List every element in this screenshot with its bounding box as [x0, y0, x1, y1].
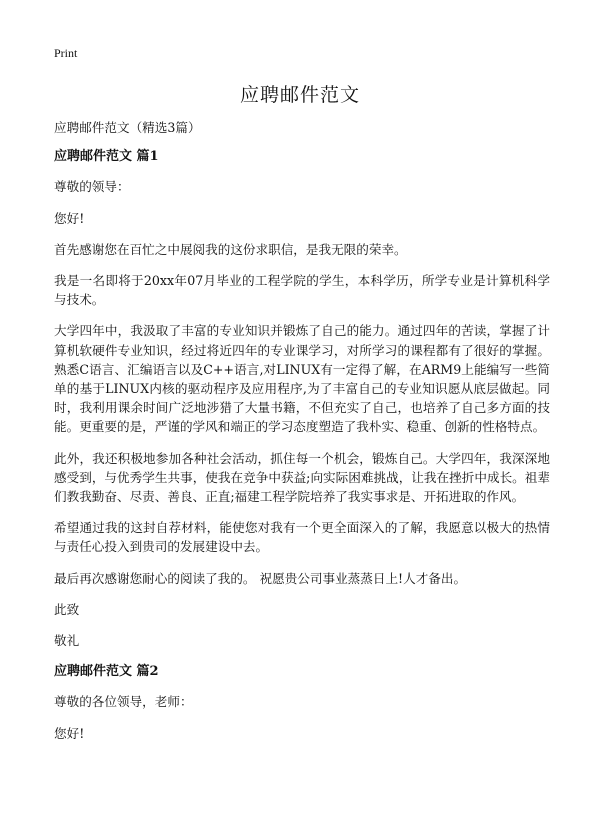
salutation: 尊敬的各位领导，老师：: [54, 694, 193, 710]
paragraph: 希望通过我的这封自荐材料，能使您对我有一个更全面深入的了解，我愿意以极大的热情与责任心投入到贵司的发展建设中去。: [54, 520, 550, 555]
paragraph: 此外，我还积极地参加各种社会活动，抓住每一个机会，锻炼自己。大学四年，我深深地感受到，与优秀学生共事，使我在竞争中获益;向实际困难挑战，让我在挫折中成长。祖辈们教我勤奋、尽责、善良、正直;福建工程学院培养了我实事求是、开拓进取的作风。: [54, 450, 550, 505]
paragraph: 首先感谢您在百忙之中展阅我的这份求职信，是我无限的荣幸。: [54, 241, 407, 257]
section-heading-1: 应聘邮件范文 篇1: [54, 149, 159, 165]
salutation: 尊敬的领导：: [54, 179, 130, 195]
closing-line: 敬礼: [54, 633, 80, 649]
greeting: 您好!: [54, 210, 85, 226]
section-heading-2: 应聘邮件范文 篇2: [54, 664, 159, 680]
paragraph: 大学四年中，我汲取了丰富的专业知识并锻炼了自己的能力。通过四年的苦读，掌握了计算机软硬件专业知识，经过将近四年的专业课学习，对所学习的课程都有了很好的掌握。熟悉C语言、汇编语言以及C++语言,对LINUX有一定得了解，在ARM9上能编写一些简单的基于LINUX内核的驱动程序及应用程序,为了丰富自己的专业知识愿从底层做起。同时，我利用课余时间广泛地涉猎了大量书籍，不但充实了自己，也培养了自己多方面的技能。更重要的是，严谨的学风和端正的学习态度塑造了我朴实、稳重、创新的性格特点。: [54, 323, 550, 435]
paragraph: 我是一名即将于20xx年07月毕业的工程学院的学生，本科学历，所学专业是计算机科学与技术。: [54, 273, 550, 308]
greeting: 您好!: [54, 725, 85, 741]
closing-line: 此致: [54, 601, 80, 617]
page-title: 应聘邮件范文: [239, 84, 360, 106]
paragraph: 最后再次感谢您耐心的阅读了我的。 祝愿贵公司事业蒸蒸日上!人才备出。: [54, 570, 467, 586]
print-link[interactable]: Print: [54, 46, 78, 60]
document-body: [54, 118, 550, 755]
document-subtitle: 应聘邮件范文（精选3篇）: [54, 120, 201, 135]
